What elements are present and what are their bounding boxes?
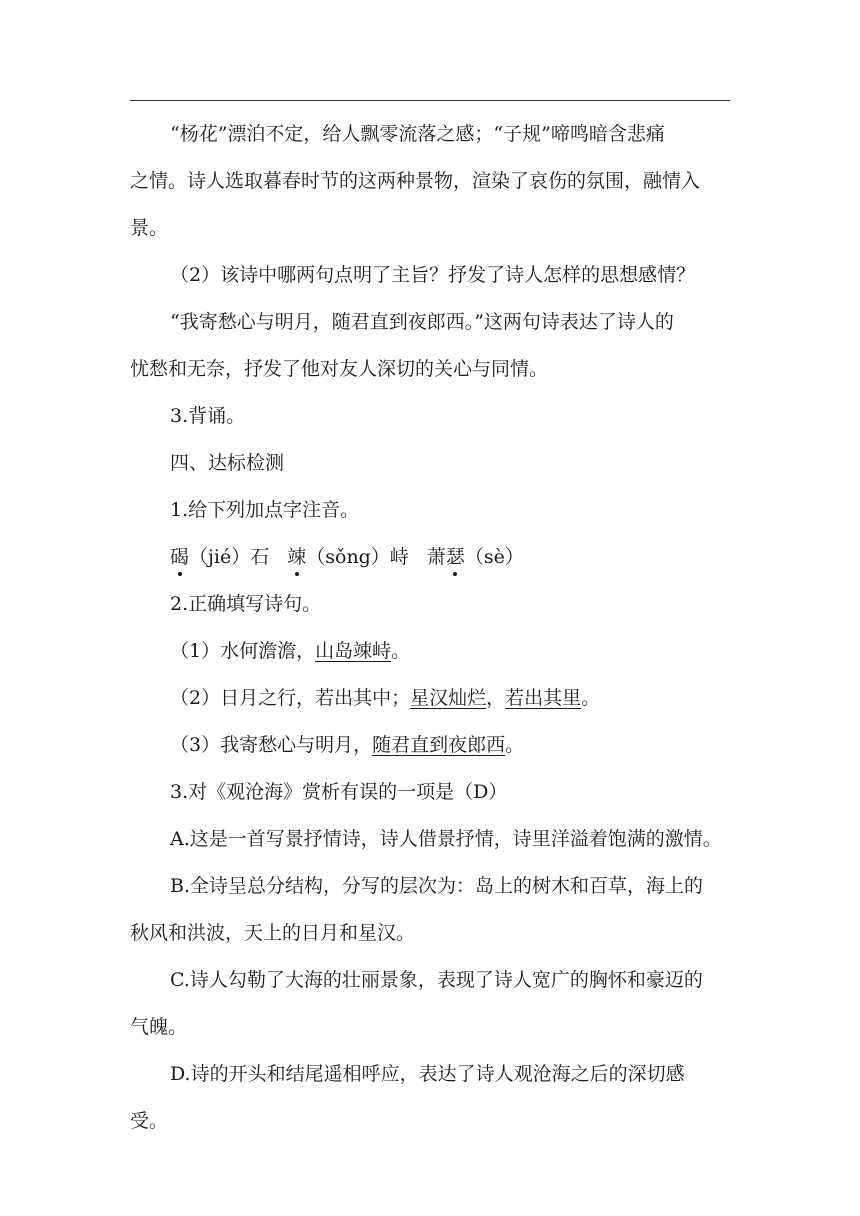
fill-line-2: （2）日月之行，若出其中；星汉灿烂，若出其里。 — [170, 687, 601, 709]
header-rule — [130, 100, 730, 101]
text-line: “我寄愁心与明月，随君直到夜郎西。”这两句诗表达了诗人的 — [170, 311, 674, 333]
text-line: 忧愁和无奈，抒发了他对友人深切的关心与同情。 — [130, 358, 549, 380]
question-1: 1.给下列加点字注音。 — [170, 499, 360, 521]
answer-text: 随君直到夜郎西 — [372, 734, 506, 756]
question-2: （2）该诗中哪两句点明了主旨？抒发了诗人怎样的思想感情？ — [170, 264, 696, 286]
item-3: 3.背诵。 — [170, 405, 246, 427]
option-b: B.全诗呈总分结构，分写的层次为：岛上的树木和百草，海上的 — [170, 875, 704, 897]
pinyin-item: 碣（jié）石 — [170, 546, 269, 568]
fill-line-3: （3）我寄愁心与明月，随君直到夜郎西。 — [170, 734, 525, 756]
answer-text: 山岛竦峙 — [315, 640, 392, 662]
document-body — [130, 111, 730, 1145]
question-2-fill: 2.正确填写诗句。 — [170, 593, 322, 615]
section-heading: 四、达标检测 — [170, 452, 285, 474]
text-line: 秋风和洪波，天上的日月和星汉。 — [130, 922, 416, 944]
text-line: 之情。诗人选取暮春时节的这两种景物，渲染了哀伤的氛围，融情入 — [130, 170, 701, 192]
option-c: C.诗人勾勒了大海的壮丽景象，表现了诗人宽广的胸怀和豪迈的 — [170, 969, 703, 991]
option-d: D.诗的开头和结尾遥相呼应，表达了诗人观沧海之后的深切感 — [170, 1063, 685, 1085]
answer-text: 星汉灿烂 — [410, 687, 487, 709]
option-a: A.这是一首写景抒情诗，诗人借景抒情，诗里洋溢着饱满的激情。 — [170, 828, 722, 850]
text-line: 气魄。 — [130, 1016, 188, 1038]
pinyin-row — [130, 534, 730, 581]
text-line: 景。 — [130, 217, 169, 239]
answer-text: 若出其里 — [505, 687, 582, 709]
text-line: “杨花”漂泊不定，给人飘零流落之感；“子规”啼鸣暗含悲痛 — [170, 123, 665, 145]
pinyin-item: 萧瑟（sè） — [427, 546, 524, 568]
question-3: 3.对《观沧海》赏析有误的一项是（D） — [170, 781, 508, 803]
fill-line-1: （1）水何澹澹，山岛竦峙。 — [170, 640, 411, 662]
pinyin-item: 竦（sǒng）峙 — [287, 546, 409, 568]
text-line: 受。 — [130, 1110, 169, 1132]
